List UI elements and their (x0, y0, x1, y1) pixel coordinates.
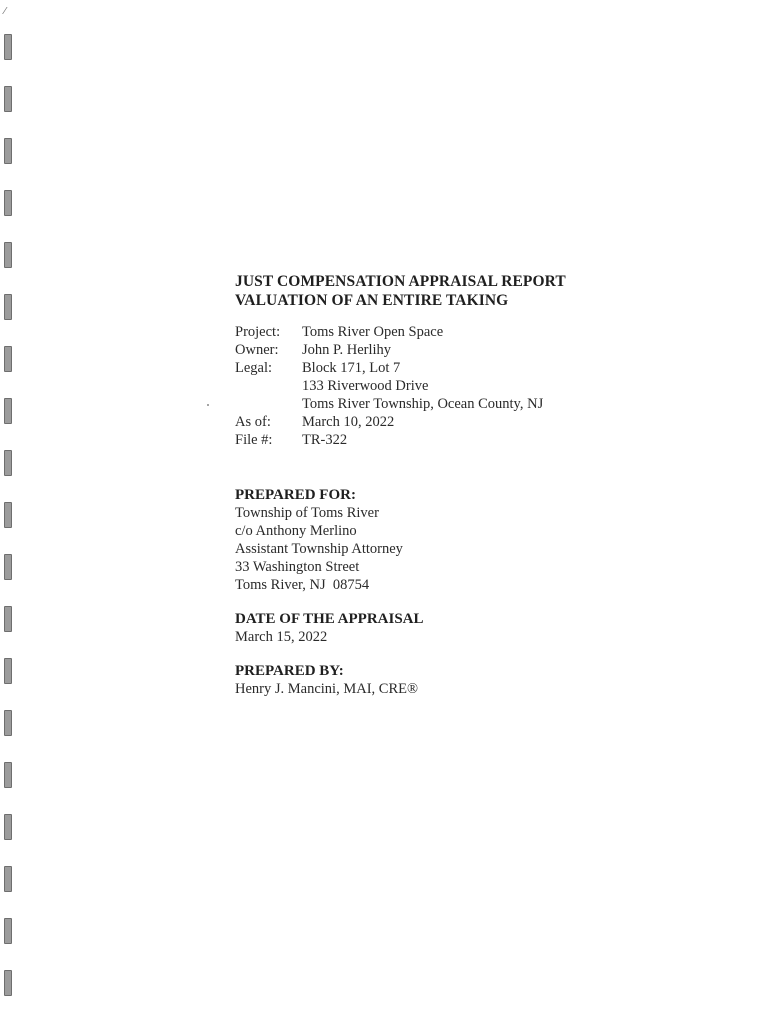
binding-hole (4, 502, 12, 528)
detail-value: March 10, 2022 (302, 414, 395, 430)
date-of-appraisal-section (235, 610, 735, 646)
detail-value: TR-322 (302, 432, 348, 448)
detail-value: John P. Herlihy (302, 342, 392, 358)
binding-hole (4, 918, 12, 944)
binding-hole (4, 86, 12, 112)
detail-row-file-number (235, 431, 543, 449)
detail-value: Toms River Open Space (302, 324, 444, 340)
prepared-for-line: 33 Washington Street (235, 559, 360, 575)
binding-hole (4, 138, 12, 164)
prepared-for-heading: PREPARED FOR: (235, 487, 356, 503)
prepared-for-section (235, 486, 735, 594)
report-title-line-2: VALUATION OF AN ENTIRE TAKING (235, 292, 509, 309)
detail-value: 133 Riverwood Drive (302, 378, 429, 394)
scan-speck (207, 404, 209, 406)
report-title-line-1: JUST COMPENSATION APPRAISAL REPORT (235, 273, 566, 290)
binding-hole (4, 606, 12, 632)
detail-label: As of: (235, 414, 271, 430)
detail-row-owner (235, 341, 543, 359)
prepared-for-line: Assistant Township Attorney (235, 541, 403, 557)
binding-hole (4, 762, 12, 788)
binding-hole (4, 658, 12, 684)
detail-label: File #: (235, 432, 273, 448)
detail-label: Project: (235, 324, 281, 340)
binding-hole (4, 554, 12, 580)
binding-hole (4, 242, 12, 268)
detail-row-municipality (235, 395, 543, 413)
binding-hole (4, 710, 12, 736)
binding-hole (4, 814, 12, 840)
binding-hole (4, 398, 12, 424)
binding-hole (4, 866, 12, 892)
detail-value: Block 171, Lot 7 (302, 360, 401, 376)
detail-label: Legal: (235, 360, 273, 376)
prepared-for-line: c/o Anthony Merlino (235, 523, 357, 539)
detail-row-address (235, 377, 543, 395)
binding-hole (4, 294, 12, 320)
spiral-binding-holes (0, 0, 24, 1024)
binding-hole (4, 450, 12, 476)
prepared-for-line: Township of Toms River (235, 505, 379, 521)
property-details-table (235, 323, 543, 449)
binding-hole (4, 970, 12, 996)
date-of-appraisal-heading: DATE OF THE APPRAISAL (235, 611, 424, 627)
detail-label (235, 377, 302, 395)
detail-label: Owner: (235, 342, 279, 358)
detail-label (235, 395, 302, 413)
detail-row-legal (235, 359, 543, 377)
prepared-by-value: Henry J. Mancini, MAI, CRE® (235, 681, 418, 697)
detail-row-as-of (235, 413, 543, 431)
binding-hole (4, 190, 12, 216)
prepared-for-line: Toms River, NJ 08754 (235, 577, 370, 593)
corner-scan-mark: ⁄ (4, 6, 6, 17)
detail-row-project (235, 323, 543, 341)
date-of-appraisal-value: March 15, 2022 (235, 629, 328, 645)
binding-hole (4, 346, 12, 372)
cover-page-content (235, 272, 735, 698)
prepared-by-heading: PREPARED BY: (235, 663, 344, 679)
binding-hole (4, 34, 12, 60)
prepared-by-section (235, 662, 735, 698)
detail-value: Toms River Township, Ocean County, NJ (302, 396, 544, 412)
